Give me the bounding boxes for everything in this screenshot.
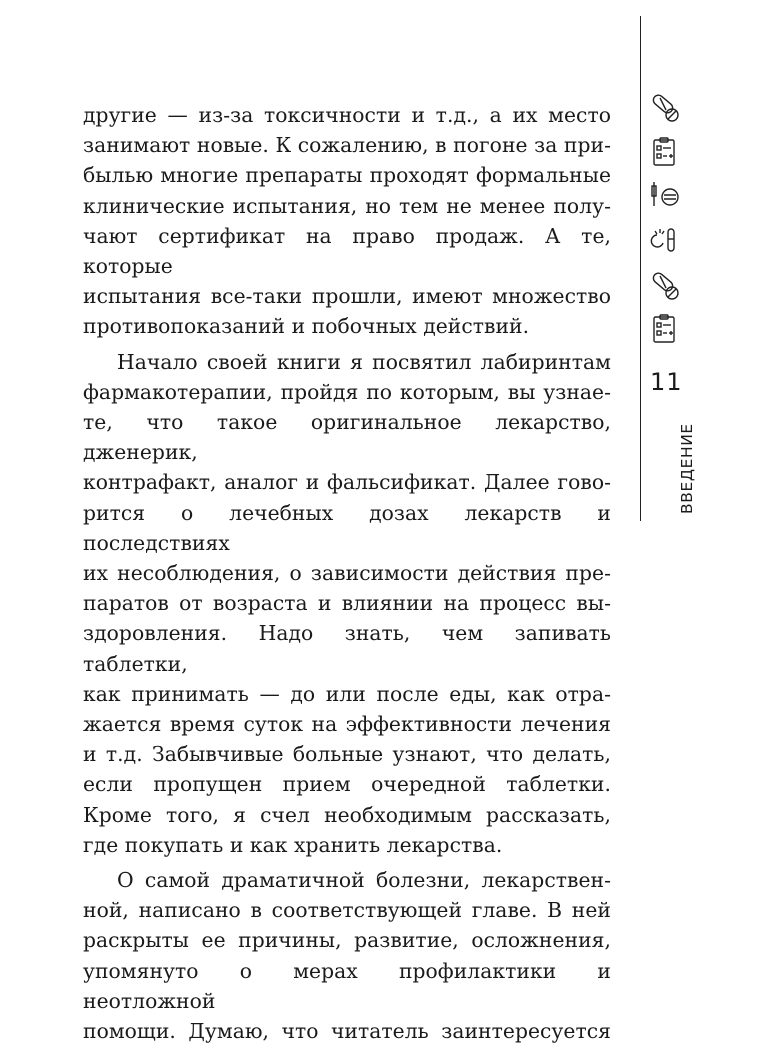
text-line: занимают новые. К сожалению, в погоне за при- bbox=[83, 133, 611, 158]
text-line: другие — из-за токсичности и т.д., а их место bbox=[83, 103, 611, 127]
syringe-icon bbox=[648, 178, 682, 212]
text-line: испытания все-таки прошли, имеют множество bbox=[83, 284, 611, 309]
text-line: контрафакт, аналог и фальсификат. Далее гово- bbox=[83, 470, 611, 495]
text-line: Кроме того, я счел необходимым рассказать, bbox=[83, 802, 611, 827]
text-line: Начало своей книги я посвятил лабиринтам bbox=[117, 349, 611, 374]
pills-icon bbox=[648, 268, 682, 302]
text-line: их несоблюдения, о зависимости действия пре- bbox=[83, 561, 611, 586]
paragraph-3 bbox=[83, 865, 611, 1046]
text-line: упомянуто о мерах профилактики и неотложной bbox=[83, 958, 611, 1013]
body-text bbox=[83, 100, 611, 1046]
text-line: чают сертификат на право продаж. А те, которые bbox=[83, 223, 611, 279]
text-line: рится о лечебных дозах лекарств и последствиях bbox=[83, 500, 611, 555]
text-line: былью многие препараты проходят формальные bbox=[83, 163, 611, 188]
text-line: О самой драматичной болезни, лекарствен- bbox=[117, 868, 611, 893]
clipboard-icon bbox=[648, 135, 682, 169]
text-line: фармакотерапии, пройдя по которым, вы узнае- bbox=[83, 379, 611, 404]
text-line: паратов от возраста и влиянии на процесс вы- bbox=[83, 591, 611, 616]
text-line: помощи. Думаю, что читатель заинтересуется bbox=[83, 1019, 611, 1044]
text-line: и т.д. Забывчивые больные узнают, что делать, bbox=[83, 742, 611, 767]
text-line: где покупать и как хранить лекарства. bbox=[83, 832, 503, 857]
margin-divider bbox=[640, 16, 641, 521]
text-line: раскрыты ее причины, развитие, осложнения, bbox=[83, 928, 611, 953]
clipboard-icon bbox=[648, 312, 682, 346]
paragraph-2 bbox=[83, 347, 611, 860]
test-tubes-icon bbox=[648, 223, 682, 257]
text-line: если пропущен прием очередной таблетки. bbox=[83, 772, 611, 797]
pills-icon bbox=[648, 90, 682, 124]
text-line: клинические испытания, но тем не менее полу- bbox=[83, 193, 611, 218]
text-line: те, что такое оригинальное лекарство, дженерик, bbox=[83, 410, 611, 465]
text-line: противопоказаний и побочных действий. bbox=[83, 314, 530, 339]
page-number: 11 bbox=[650, 368, 683, 396]
section-title: ВВЕДЕНИЕ bbox=[678, 423, 696, 514]
text-line: жается время суток на эффективности лечения bbox=[83, 712, 611, 737]
text-line: здоровления. Надо знать, чем запивать таблетки, bbox=[83, 621, 611, 676]
paragraph-1 bbox=[83, 100, 611, 342]
text-line: как принимать — до или после еды, как отра- bbox=[83, 681, 611, 706]
text-line: ной, написано в соответствующей главе. В ней bbox=[83, 898, 611, 923]
